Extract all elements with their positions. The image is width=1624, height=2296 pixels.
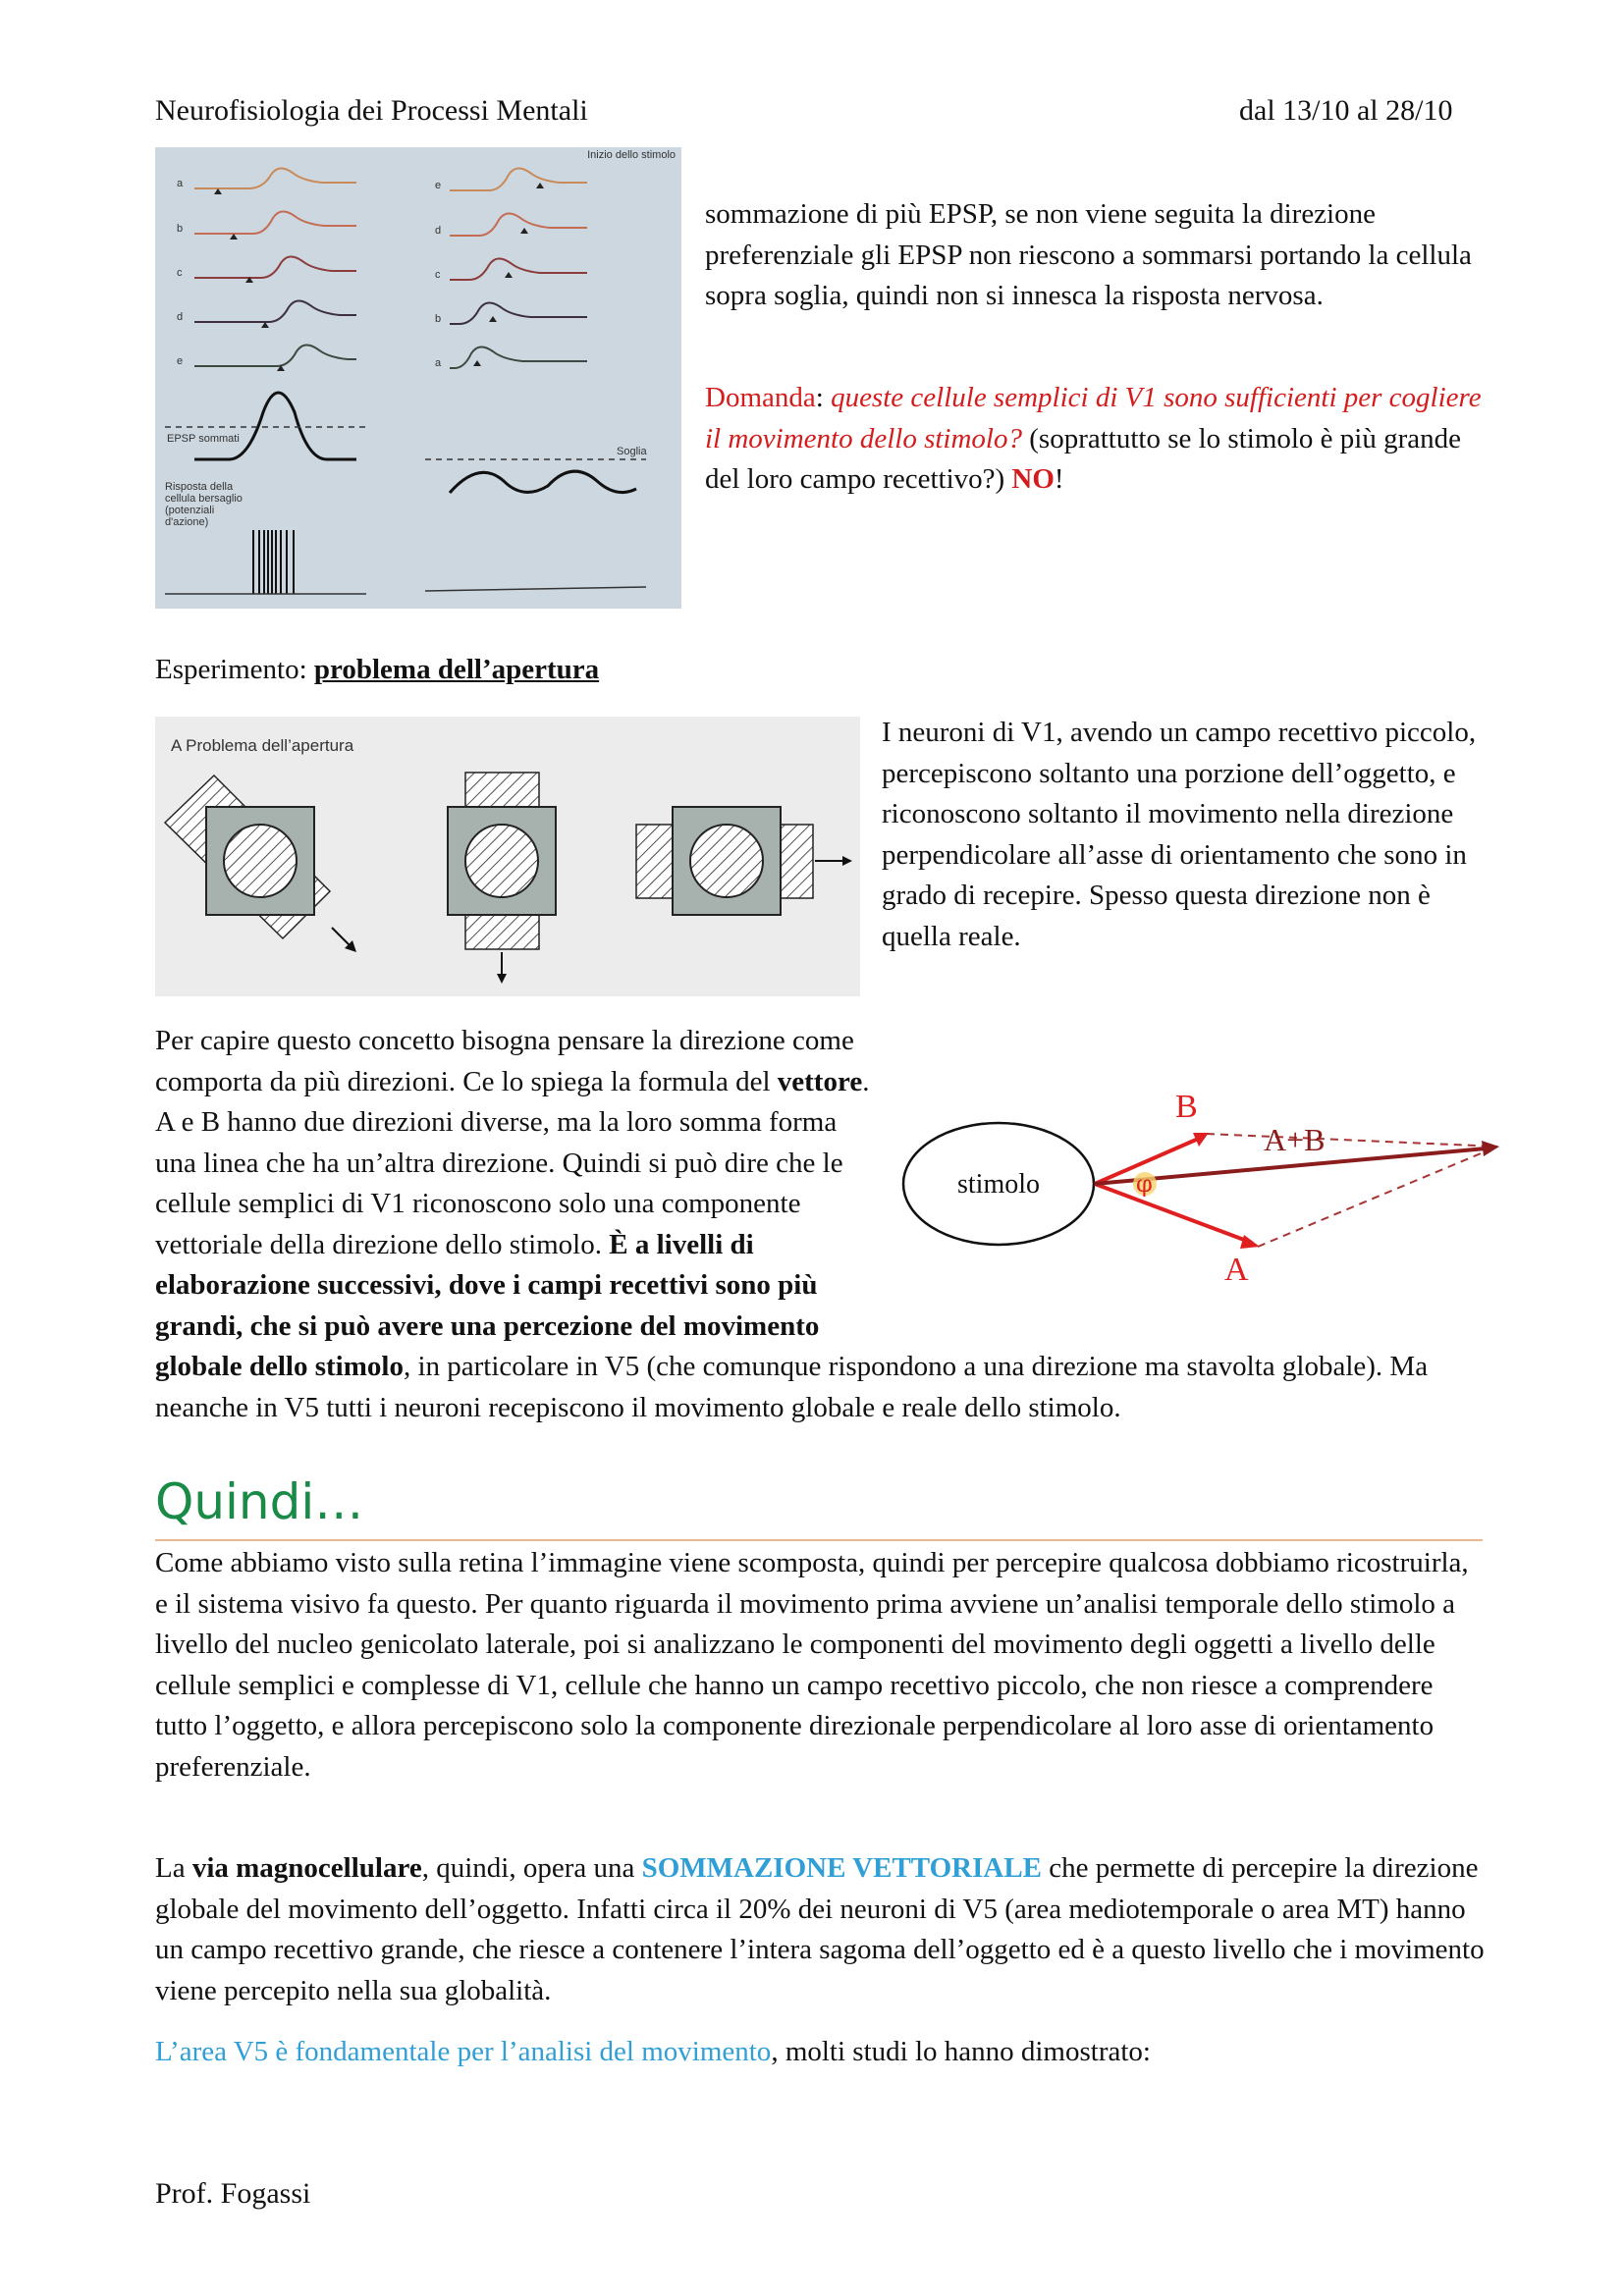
- fig1-label-right-a: a: [435, 357, 442, 369]
- fig1-label-right-c: c: [435, 269, 441, 281]
- quindi3-area-v5: L’area V5 è fondamentale per l’analisi del movimento: [155, 2036, 772, 2067]
- fig1-label-right-d: d: [435, 225, 442, 237]
- paragraph-quindi-3: [155, 2032, 1486, 2073]
- quindi2-e: che permette di percepire la direzione globale del movimento dell’oggetto. Infatti circa il 20% dei neuroni di V5 (area mediotemporale o area MT) hanno un campo recettivo grande, che riesce a contenere l’intera sagoma dell’oggetto ed è a questo livello che i movimento viene percepito nella sua globalità.: [155, 1852, 1485, 2006]
- fig1-label-d: d: [177, 311, 184, 323]
- vector-b-label: B: [1175, 1090, 1198, 1125]
- phi-label: φ: [1136, 1170, 1153, 1198]
- vector-ab-label: A+B: [1264, 1122, 1326, 1157]
- paragraph-epsp: sommazione di più EPSP, se non viene seguita la direzione preferenziale gli EPSP non riescono a sommarsi portando la cellula sopra soglia, quindi non si innesca la risposta nervosa.: [705, 198, 1472, 311]
- experiment-heading: [155, 650, 599, 691]
- quindi3-rest: , molti studi lo hanno dimostrato:: [771, 2036, 1151, 2067]
- vector-text-vettore: vettore: [777, 1065, 863, 1097]
- fig1-label-b: b: [177, 223, 184, 235]
- section-heading-quindi: Quindi…: [155, 1473, 364, 1530]
- domanda-rest: (soprattutto se lo stimolo è più grande del loro campo recettivo?): [705, 422, 1462, 495]
- quindi2-c: , quindi, opera una: [421, 1852, 642, 1884]
- paragraph-domanda: [705, 378, 1490, 501]
- experiment-title: problema dell’apertura: [313, 654, 600, 685]
- fig1-label-e: e: [177, 355, 184, 367]
- vector-text-e: , in particolare in V5 (che comunque rispondono a una direzione ma stavolta globale). Ma neanche in V5 tutti i neuroni recepiscono il movimento globale e reale dello stimolo.: [155, 1351, 1429, 1423]
- experiment-label: Esperimento:: [155, 654, 314, 685]
- heading-rule: [155, 1539, 1483, 1541]
- domanda-label: Domanda: [705, 382, 816, 413]
- fig1-soglia-label: Soglia: [617, 446, 647, 457]
- fig1-label-c: c: [177, 267, 183, 279]
- vector-text-a: Per capire questo concetto bisogna pensare la direzione come comporta da più direzioni. Ce lo spiega la formula del: [155, 1025, 854, 1097]
- vector-diagram: [898, 1090, 1507, 1286]
- header-title: Neurofisiologia dei Processi Mentali: [155, 94, 588, 127]
- fig1-epsp-label: EPSP sommati: [167, 433, 240, 445]
- fig1-label-right-e: e: [435, 180, 442, 191]
- fig1-label-right-b: b: [435, 313, 442, 325]
- aperture-figure-label: A Problema dell’apertura: [171, 736, 354, 755]
- domanda-question: queste cellule semplici di V1 sono sufficienti per cogliere il movimento dello stimolo?: [705, 382, 1482, 454]
- vector-a-label: A: [1224, 1252, 1249, 1286]
- paragraph-quindi-1: Come abbiamo visto sulla retina l’immagine viene scomposta, quindi per percepire qualcosa dobbiamo ricostruirla, e il sistema visivo fa questo. Per quanto riguarda il movimento prima avviene un’analisi temporale dello stimolo a livello del nucleo genicolato laterale, poi si analizzano le componenti del movimento degli oggetti a livello delle cellule semplici e complesse di V1, cellule che hanno un campo recettivo piccolo, che non riesce a comprendere tutto l’oggetto, e allora percepiscono solo la componente direzionale perpendicolare al loro asse di orientamento preferenziale.: [155, 1547, 1469, 1783]
- aperture-figure: [155, 717, 860, 996]
- fig1-label-a: a: [177, 178, 184, 189]
- vector-text-bold: È a livelli di elaborazione successivi, dove i campi recettivi sono più grandi, che si può avere una percezione del movimento globale dello stimolo: [155, 1228, 820, 1382]
- quindi2-sommazione: SOMMAZIONE VETTORIALE: [641, 1852, 1043, 1884]
- stimolo-label: stimolo: [956, 1169, 1041, 1200]
- domanda-end: !: [1054, 463, 1064, 495]
- vector-text-c: . A e B hanno due direzioni diverse, ma la loro somma forma una linea che ha un’altra direzione. Quindi si può dire che le cellule semplici di V1 riconoscono solo una componente vettoriale della direzione dello stimolo.: [155, 1065, 870, 1260]
- header-dates: dal 13/10 al 28/10: [1239, 94, 1453, 127]
- paragraph-aperture: I neuroni di V1, avendo un campo recettivo piccolo, percepiscono soltanto una porzione dell’oggetto, e riconoscono soltanto il movimento nella direzione perpendicolare all’asse di orientamento che sono in grado di recepire. Spesso questa direzione non è quella reale.: [882, 717, 1477, 952]
- fig1-inizio-label: Inizio dello stimolo: [587, 149, 676, 161]
- quindi2-a: La: [155, 1852, 192, 1884]
- quindi2-via: via magnocellulare: [191, 1852, 422, 1884]
- paragraph-quindi-2: [155, 1848, 1486, 2011]
- domanda-no: NO: [1011, 463, 1055, 495]
- fig1-risposta-label: Risposta della cellula bersaglio (potenziali d'azione): [165, 481, 243, 528]
- epsp-figure: [155, 147, 681, 609]
- footer-author: Prof. Fogassi: [155, 2177, 311, 2210]
- domanda-colon: :: [815, 382, 832, 413]
